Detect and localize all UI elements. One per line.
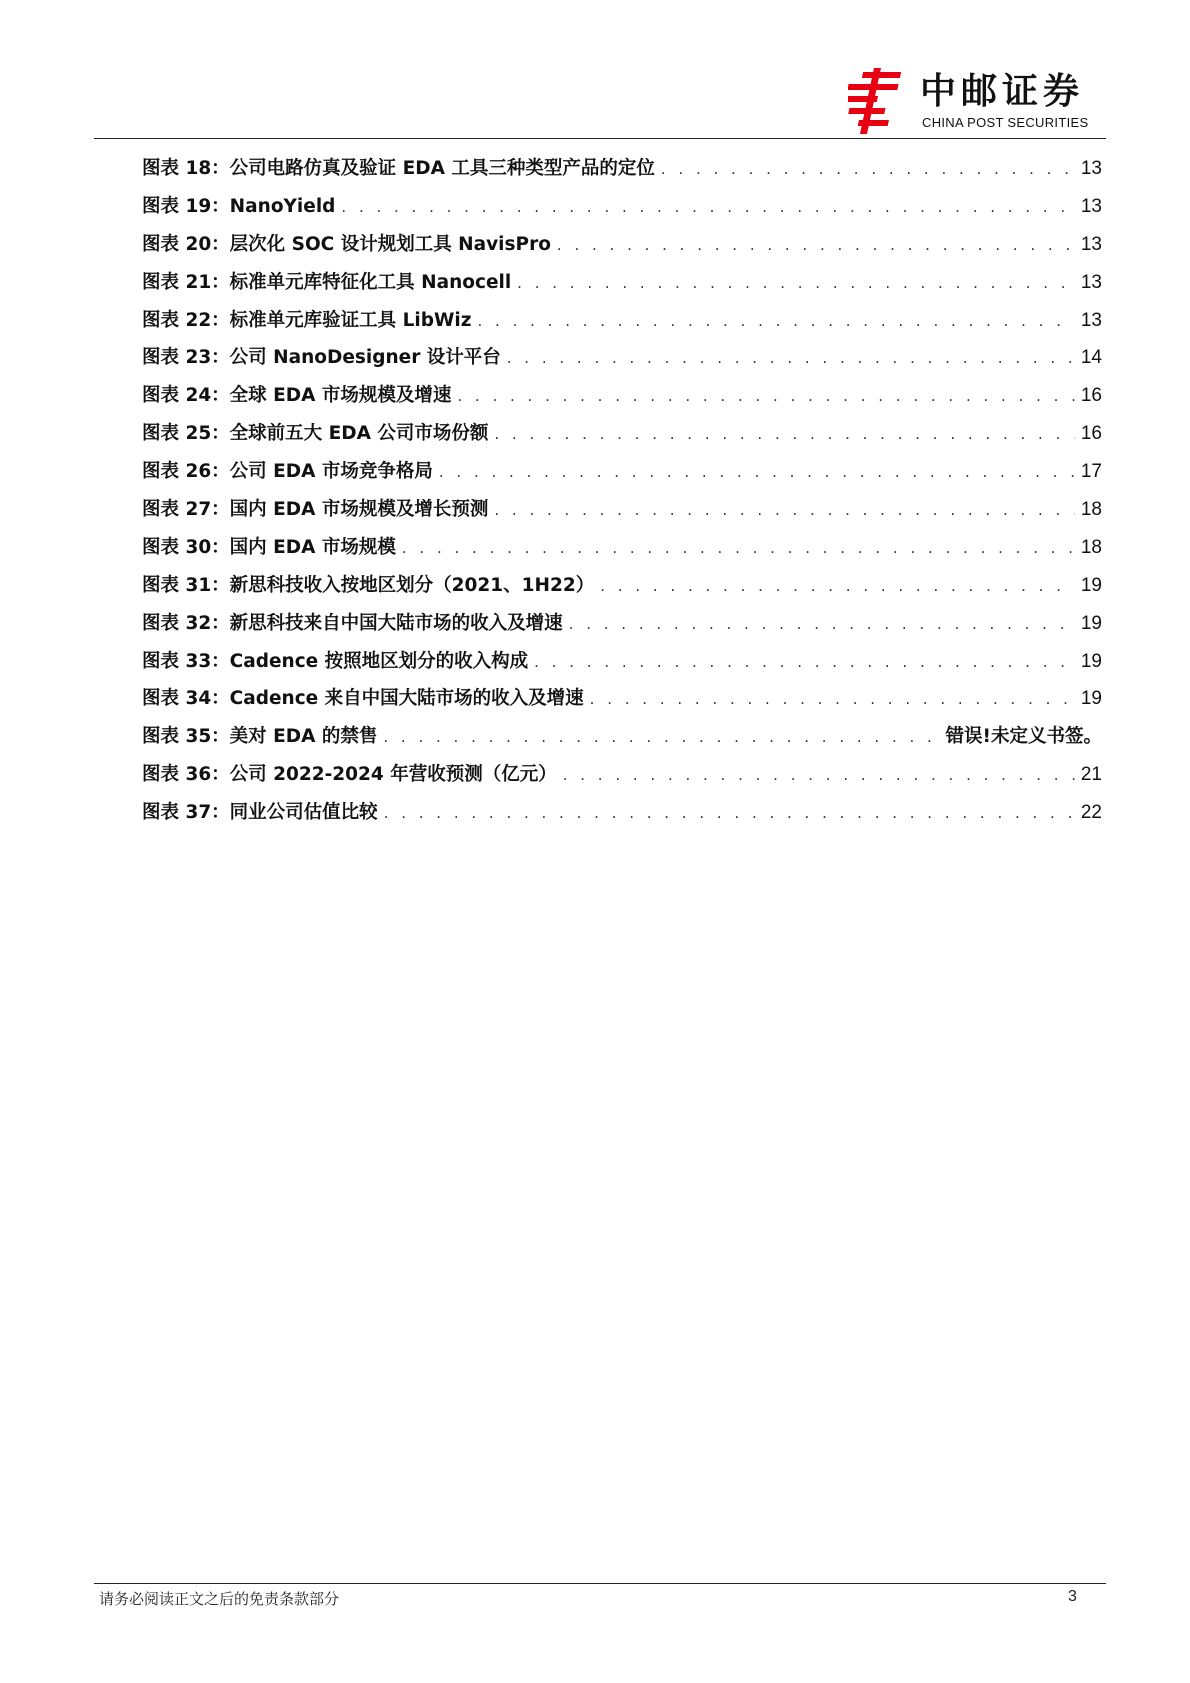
- toc-entry[interactable]: [142, 226, 1102, 264]
- toc-dot-leader: [383, 719, 939, 757]
- toc-entry-title: 图表 32：新思科技来自中国大陆市场的收入及增速: [142, 612, 563, 634]
- toc-dot-leader: [507, 340, 1075, 378]
- toc-entry-title: 图表 18：公司电路仿真及验证 EDA 工具三种类型产品的定位: [142, 158, 655, 179]
- toc-entry-title: 图表 19：NanoYield: [142, 195, 336, 217]
- toc-dot-leader: [341, 189, 1074, 227]
- toc-entry-page: 错误!未定义书签。: [945, 726, 1102, 748]
- toc-dot-leader: [590, 681, 1075, 719]
- toc-entry-page: 13: [1080, 158, 1102, 179]
- logo-bar-0: [862, 72, 901, 78]
- toc-entry-page: 19: [1080, 574, 1102, 596]
- toc-entry-page: 22: [1080, 802, 1102, 824]
- toc-entry[interactable]: [142, 150, 1102, 188]
- toc-dot-leader: [517, 265, 1075, 303]
- toc-entry-title: 图表 21：标准单元库特征化工具 Nanocell: [142, 271, 512, 293]
- toc-entry[interactable]: [142, 188, 1102, 226]
- toc-dot-leader: [457, 378, 1074, 416]
- toc-entry-title: 图表 25：全球前五大 EDA 公司市场份额: [142, 423, 489, 445]
- toc-entry-title: 图表 20：层次化 SOC 设计规划工具 NavisPro: [142, 233, 551, 255]
- toc-entry-page: 16: [1080, 423, 1102, 445]
- toc-entry-title: 图表 36：公司 2022-2024 年营收预测（亿元）: [142, 764, 557, 786]
- toc-entry[interactable]: [142, 718, 1102, 756]
- brand-name-en: CHINA POST SECURITIES: [922, 115, 1089, 130]
- company-logo: [848, 68, 1108, 136]
- toc-entry[interactable]: [142, 377, 1102, 415]
- header-divider: [94, 138, 1106, 139]
- toc-dot-leader: [534, 644, 1075, 682]
- toc-entry[interactable]: [142, 567, 1102, 605]
- toc-entry-page: 19: [1080, 650, 1102, 672]
- toc-entry[interactable]: [142, 339, 1102, 377]
- toc-entry-title: 图表 27：国内 EDA 市场规模及增长预测: [142, 499, 489, 521]
- toc-entry-title: 图表 34：Cadence 来自中国大陆市场的收入及增速: [142, 688, 584, 710]
- toc-entry-title: 图表 26：公司 EDA 市场竞争格局: [142, 461, 433, 483]
- brand-name-cn: 中邮证券: [920, 71, 1085, 112]
- toc-dot-leader: [439, 454, 1075, 492]
- toc-entry-page: 19: [1080, 688, 1102, 710]
- toc-entry-title: 图表 22：标准单元库验证工具 LibWiz: [142, 309, 472, 331]
- toc-entry[interactable]: [142, 643, 1102, 681]
- toc-entry-page: 17: [1080, 461, 1102, 483]
- toc-dot-leader: [494, 492, 1074, 530]
- page-number: 3: [1068, 1588, 1077, 1605]
- toc-entry[interactable]: [142, 453, 1102, 491]
- toc-entry[interactable]: [142, 756, 1102, 794]
- page-header: [0, 0, 1190, 140]
- toc-entry-page: 18: [1080, 536, 1102, 558]
- toc-entry[interactable]: [142, 302, 1102, 340]
- toc-entry[interactable]: [142, 680, 1102, 718]
- table-of-figures: [142, 150, 1102, 832]
- toc-entry[interactable]: [142, 415, 1102, 453]
- toc-dot-leader: [569, 606, 1075, 644]
- toc-dot-leader: [494, 416, 1074, 454]
- toc-dot-leader: [478, 303, 1075, 341]
- toc-entry-page: 18: [1080, 499, 1102, 521]
- toc-entry-page: 13: [1080, 233, 1102, 255]
- toc-entry[interactable]: [142, 491, 1102, 529]
- toc-dot-leader: [557, 227, 1075, 265]
- toc-entry-title: 图表 23：公司 NanoDesigner 设计平台: [142, 347, 501, 369]
- toc-entry-title: 图表 33：Cadence 按照地区划分的收入构成: [142, 650, 529, 672]
- china-post-logo-icon: [848, 68, 906, 134]
- toc-dot-leader: [661, 151, 1075, 189]
- toc-dot-leader: [384, 795, 1075, 833]
- footer-disclaimer: 请务必阅读正文之后的免责条款部分: [99, 1590, 340, 1608]
- toc-entry[interactable]: [142, 605, 1102, 643]
- toc-entry-title: 图表 24：全球 EDA 市场规模及增速: [142, 385, 452, 407]
- toc-entry-page: 21: [1080, 764, 1102, 786]
- toc-entry-page: 14: [1080, 347, 1102, 369]
- footer-divider: [94, 1583, 1106, 1584]
- toc-dot-leader: [563, 757, 1075, 795]
- toc-entry-page: 16: [1080, 385, 1102, 407]
- toc-entry-page: 13: [1080, 195, 1102, 217]
- toc-entry[interactable]: [142, 794, 1102, 832]
- toc-entry-title: 图表 37：同业公司估值比较: [142, 802, 378, 824]
- toc-dot-leader: [402, 530, 1075, 568]
- toc-entry-title: 图表 31：新思科技收入按地区划分（2021、1H22）: [142, 574, 595, 596]
- toc-entry-page: 19: [1080, 612, 1102, 634]
- toc-entry-title: 图表 35：美对 EDA 的禁售: [142, 726, 378, 748]
- toc-entry-title: 图表 30：国内 EDA 市场规模: [142, 536, 396, 558]
- toc-entry[interactable]: [142, 529, 1102, 567]
- toc-entry[interactable]: [142, 264, 1102, 302]
- toc-dot-leader: [600, 568, 1075, 606]
- toc-entry-page: 13: [1080, 309, 1102, 331]
- toc-entry-page: 13: [1080, 271, 1102, 293]
